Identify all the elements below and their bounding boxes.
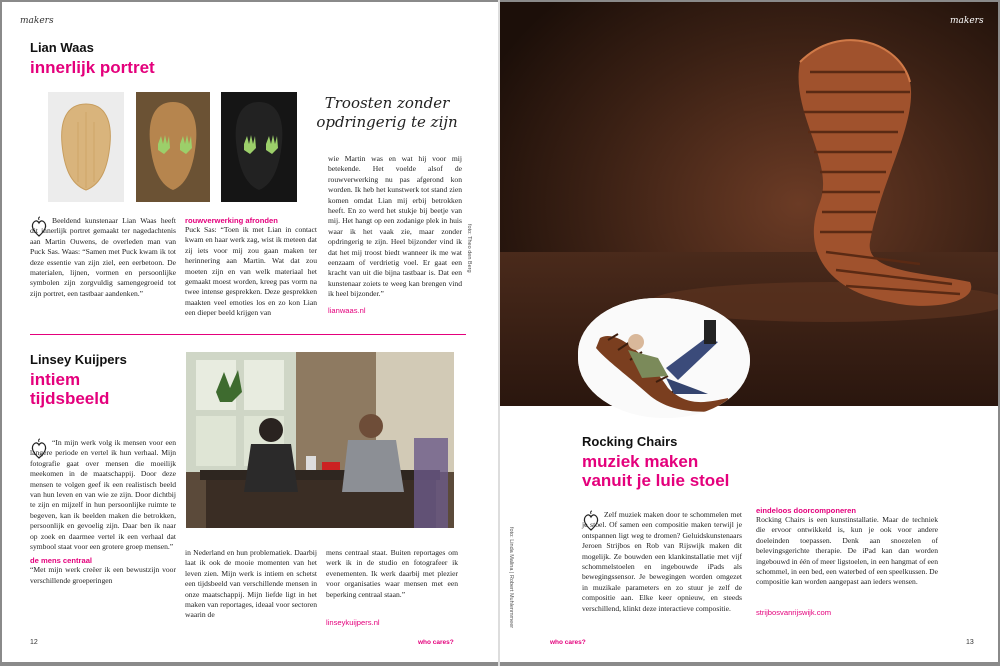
subheading: de mens centraal <box>30 556 93 566</box>
rocking-column-1: Zelf muziek maken door te schommelen met je stoel. Of samen een compositie maken terwijl je ontspannen ligt weg te dromen? Geluidskunstenaars Jeroen Strijbos en Rob van Rijswijk maken dit mogelijk. Ze bouwden een klankinstallatie met vijf schommelstoelen en ingebouwde iPads als bewegingssensor. Je bewegingen worden omgezet in muzikale parameters en zo stuur je zelf de compositie aan. Elke keer opnieuw, en steeds verschillend, klinkt deze interactieve compositie. <box>582 510 742 613</box>
headline-line2: tijdsbeeld <box>30 389 110 408</box>
linsey-column-1 <box>30 438 176 586</box>
headline-line1: muziek maken <box>582 452 699 471</box>
photo-credit: foto: Theo den Berg <box>466 224 472 273</box>
article-headline: innerlijk portret <box>30 58 155 77</box>
linsey-column-2: in Nederland en hun problematiek. Daarbij laat ik ook de mooie momenten van het leven zien. Mijn werk is intiem en schetst een tijdsbeeld van verschillende mensen in onze maatschappij. Mijn liefde ligt in het maken van reportages, ideaal voor sectoren waarin de <box>185 548 317 620</box>
page-number: 13 <box>966 639 974 646</box>
subheading: rouwverwerking afronden <box>185 216 278 225</box>
man-in-chair-photo <box>578 298 750 418</box>
section-divider <box>30 334 466 335</box>
subheading: eindeloos doorcomponeren <box>756 506 856 515</box>
left-page <box>2 2 498 662</box>
lian-column-3: wie Martin was en wat hij voor mij betekende. Het voelde alsof de rouwverwerking nu pas afgerond kon worden. Ik heb het kunstwerk tot stand zien komen omdat Lian mij erbij betrokken heeft. En zo werd het stukje bij beetje van mij. Het hangt op een zodanige plek in huis waar ik het vaak zie, maar zonder opdringerig te zijn. Heel bijzonder vind ik dat het mij troost biedt wanneer ik me wat eenzaam of verdrietig voel. Er gaat een kracht van uit die bijna tastbaar is. Dat een kunstenaar zoiets te weeg kan brengen vind ik heel bijzonder.” <box>328 154 462 299</box>
author-name: Lian Waas <box>30 40 94 55</box>
section-tag: makers <box>20 16 54 26</box>
script-title-line2: opdringerig te zijn <box>316 113 458 131</box>
right-page <box>500 2 998 662</box>
lian-column-2-text: Puck Sas: “Toen ik met Lian in contact kwam en haar werk zag, wist ik meteen dat zij iets voor mij zou gaan maken ter herinnering aan Martin. Wat dat zou moeten zijn en van welk materiaal het gemaakt moest worden, kreeg pas vorm na twee intense gesprekken. Deze gesprekken maakten veel emoties los en zo kon Lian een dieper beeld krijgen van <box>185 225 317 318</box>
page-number: 12 <box>30 639 38 646</box>
rocking-chair-photo <box>500 2 998 406</box>
lian-website-link[interactable]: lianwaas.nl <box>328 306 366 315</box>
lian-column-1: Beeldend kunstenaar Lian Waas heeft dit innerlijk portret gemaakt ter nagedachtenis aan Martin Ouwens, de overleden man van Puck Sas. Waas: “Samen met Puck kwam ik tot deze essentie van zijn ziel, een eerbetoon. De materialen, lijnen, vormen en persoonlijke symbolen zijn zorgvuldig samengegroeid tot zijn portret, een tastbaar aandenken.” <box>30 216 176 298</box>
artwork-photo-hands <box>136 92 210 202</box>
lian-column-2 <box>185 216 317 319</box>
photo-credit: foto: Linda Malina | Robert Muhlenmmeer <box>508 527 514 629</box>
article-headline <box>30 370 109 408</box>
linsey-website-link[interactable]: linseykuijpers.nl <box>326 618 380 627</box>
article-headline <box>582 452 729 490</box>
artwork-photo-dark <box>221 92 297 202</box>
rocking-column-2-text: Rocking Chairs is een kunstinstallatie. Maar de techniek die ervoor ontwikkeld is, kun je ook voor andere doeleinden toepassen. Denk aan snoezelen of belevingsgerichte therapie. De iPad kan dan worden ingebouwd in één of meer ligstoelen, in een hangmat of een schommel, in een bed, een waterbed of een speelkussen. De compositie kan worden aangepast aan ieders wensen. <box>756 515 938 587</box>
author-name: Rocking Chairs <box>582 434 678 449</box>
linsey-column-3: mens centraal staat. Buiten reportages om werk ik in de studio en fotografeer ik evenementen. Ik werk daarbij met plezier voor organisaties waar mensen met een beperking centraal staan.” <box>326 548 458 599</box>
linsey-column-1b-text: “Met mijn werk creëer ik een bewustzijn voor verschillende groeperingen <box>30 565 176 585</box>
kitchen-table-photo <box>186 352 454 528</box>
author-name: Linsey Kuijpers <box>30 352 127 367</box>
script-title <box>312 94 462 132</box>
headline-line1: intiem <box>30 370 81 389</box>
rocking-website-link[interactable]: strijbosvanrijswijk.com <box>756 608 832 617</box>
script-title-line1: Troosten zonder <box>324 94 450 112</box>
footer-tag: who cares? <box>550 639 586 646</box>
headline-line2: vanuit je luie stoel <box>582 471 730 490</box>
rocking-column-2 <box>756 506 938 588</box>
artwork-photo-wood <box>48 92 124 202</box>
linsey-column-1-text: “In mijn werk volg ik mensen voor een langere periode en vertel ik hun verhaal. Mijn fotografie gaat over mensen die moeilijk meekomen in de maatschappij. Door deze mensen te volgen geef ik een realistisch beeld van hun leven en van wie ze zijn. Door dichtbij te zijn en mijzelf in hun persoonlijke ruimte te begeven, kan ik beelden maken die betrokken, persoonlijk en gevoelig zijn. Daar ben ik naar op zoek en daarmee vertel ik een verhaal dat symbool staat voor een grotere groep mensen.” <box>30 438 176 552</box>
footer-tag: who cares? <box>418 639 454 646</box>
section-tag: makers <box>950 16 984 26</box>
